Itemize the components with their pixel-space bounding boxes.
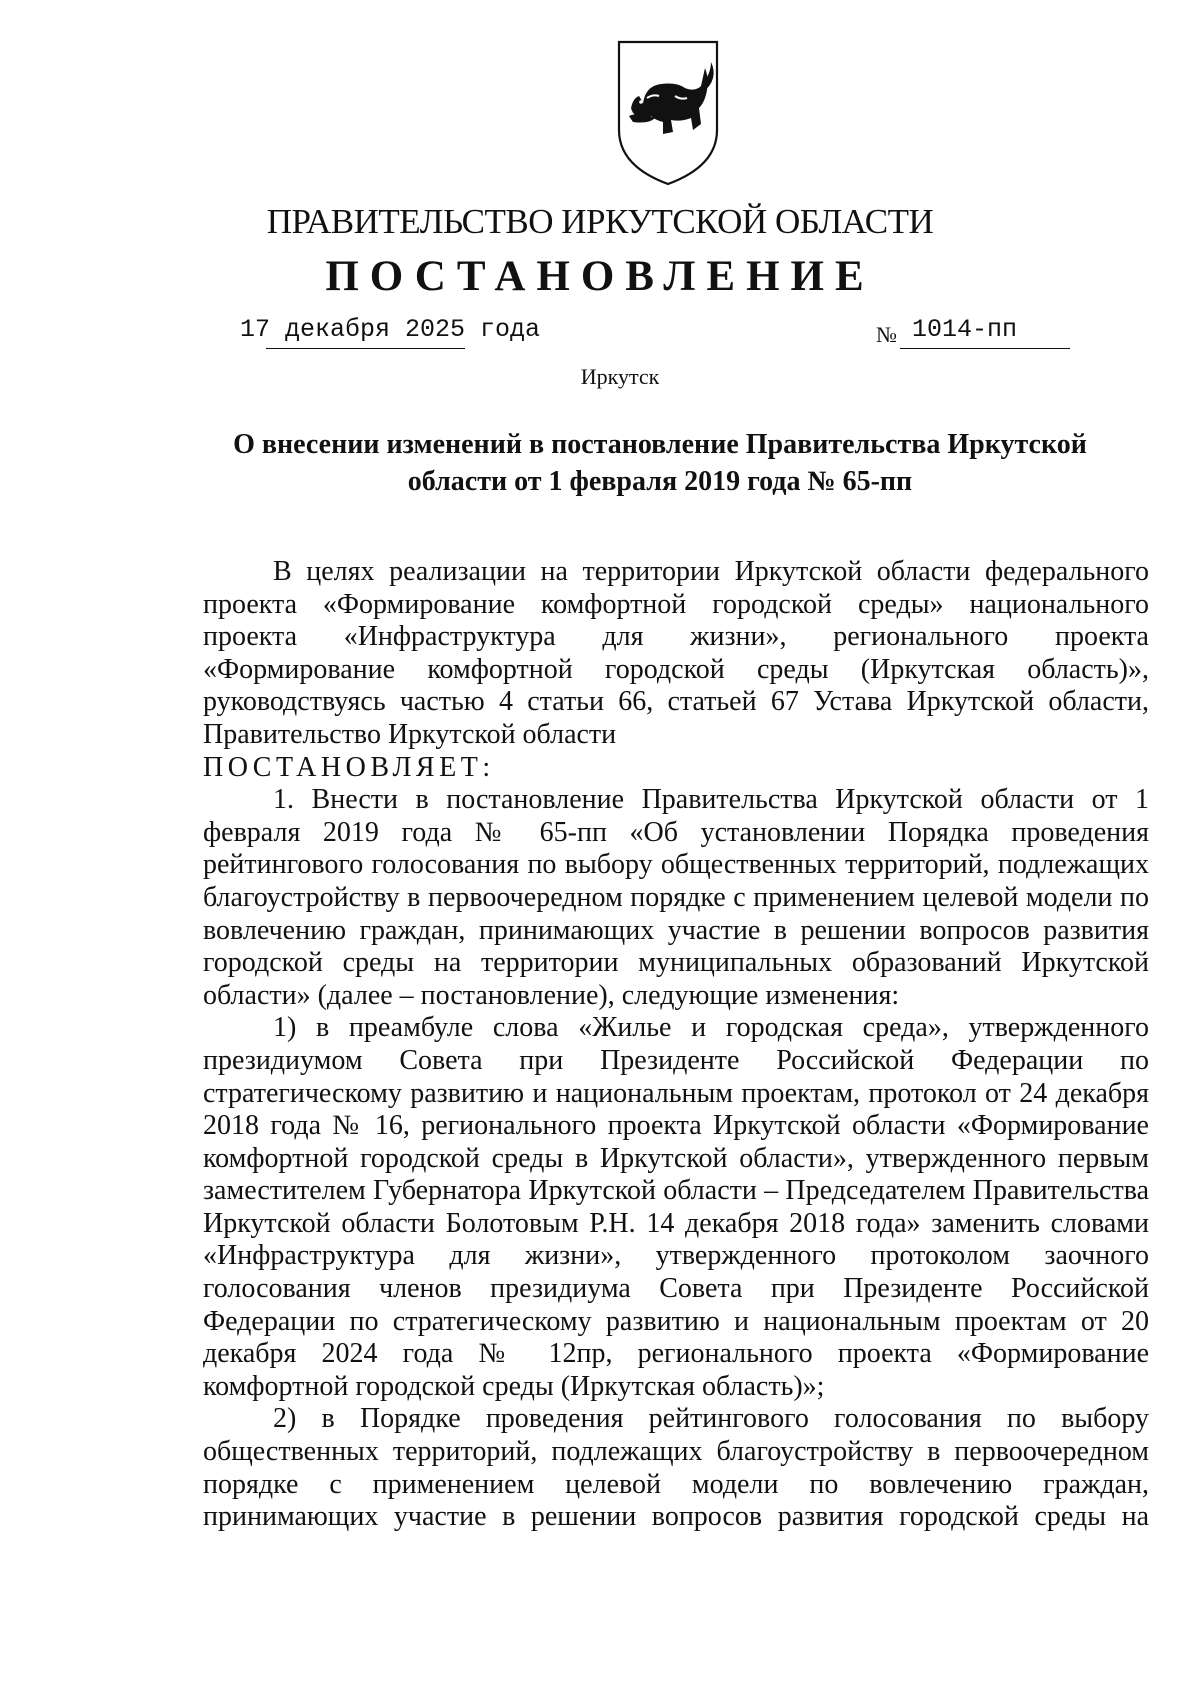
subitem-1-paragraph: 1) в преамбуле слова «Жилье и городская среда», утвержденного президиумом Совета при Президенте Российской Федерации по стратегическому развитию и национальным проектам, протокол от 24 декабря 2018 года № 16, регионального проекта Иркутской области «Формирование комфортной городской среды в Иркутской области», утвержденного первым заместителем Губернатора Иркутской области – Председателем Правительства Иркутской области Болотовым Р.Н. 14 декабря 2018 года» заменить словами «Инфраструктура для жизни», утвержденного протоколом заочного голосования членов президиума Совета при Президенте Российской Федерации по стратегическому развитию и национальным проектам от 20 декабря 2024 года № 12пр, регионального проекта «Формирование комфортной городской среды (Иркутская область)»;	[203, 1012, 1149, 1402]
item-1-paragraph: 1. Внести в постановление Правительства Иркутской области от 1 февраля 2019 года № 65-пп «Об установлении Порядка проведения рейтингового голосования по выбору общественных территорий, подлежащих благоустройству в первоочередном порядке с применением целевой модели по вовлечению граждан, принимающих участие в решении вопросов развития городской среды на территории муниципальных образований Иркутской области» (далее – постановление), следующие изменения:	[203, 784, 1149, 1011]
number-underline	[900, 348, 1070, 349]
city-name: Иркутск	[580, 364, 660, 389]
subitem-2-paragraph: 2) в Порядке проведения рейтингового голосования по выбору общественных территорий, подлежащих благоустройству в первоочередном порядке с применением целевой модели по вовлечению граждан, принимающих участие в решении вопросов развития городской среды на	[203, 1403, 1149, 1533]
organization-name: ПРАВИТЕЛЬСТВО ИРКУТСКОЙ ОБЛАСТИ	[266, 202, 934, 241]
document-body	[203, 556, 1149, 1534]
decree-word: ПОСТАНОВЛЯЕТ:	[203, 751, 495, 783]
date-underline	[266, 348, 465, 349]
document-date: 17 декабря 2025 года	[240, 315, 541, 344]
number-sign: №	[876, 322, 897, 347]
irkutsk-coat-of-arms-icon	[615, 38, 721, 188]
document-type-heading: ПОСТАНОВЛЕНИЕ	[325, 253, 875, 300]
preamble-paragraph: В целях реализации на территории Иркутской области федерального проекта «Формирование комфортной городской среды» национального проекта «Инфраструктура для жизни», регионального проекта «Формирование комфортной городской среды (Иркутская область)», руководствуясь частью 4 статьи 66, статьей 67 Устава Иркутской области, Правительство Иркутской области	[203, 556, 1149, 750]
document-number: 1014-пп	[912, 315, 1018, 344]
document-title: О внесении изменений в постановление Правительства Иркутской области от 1 февраля 2019 года № 65-пп	[233, 429, 1087, 497]
